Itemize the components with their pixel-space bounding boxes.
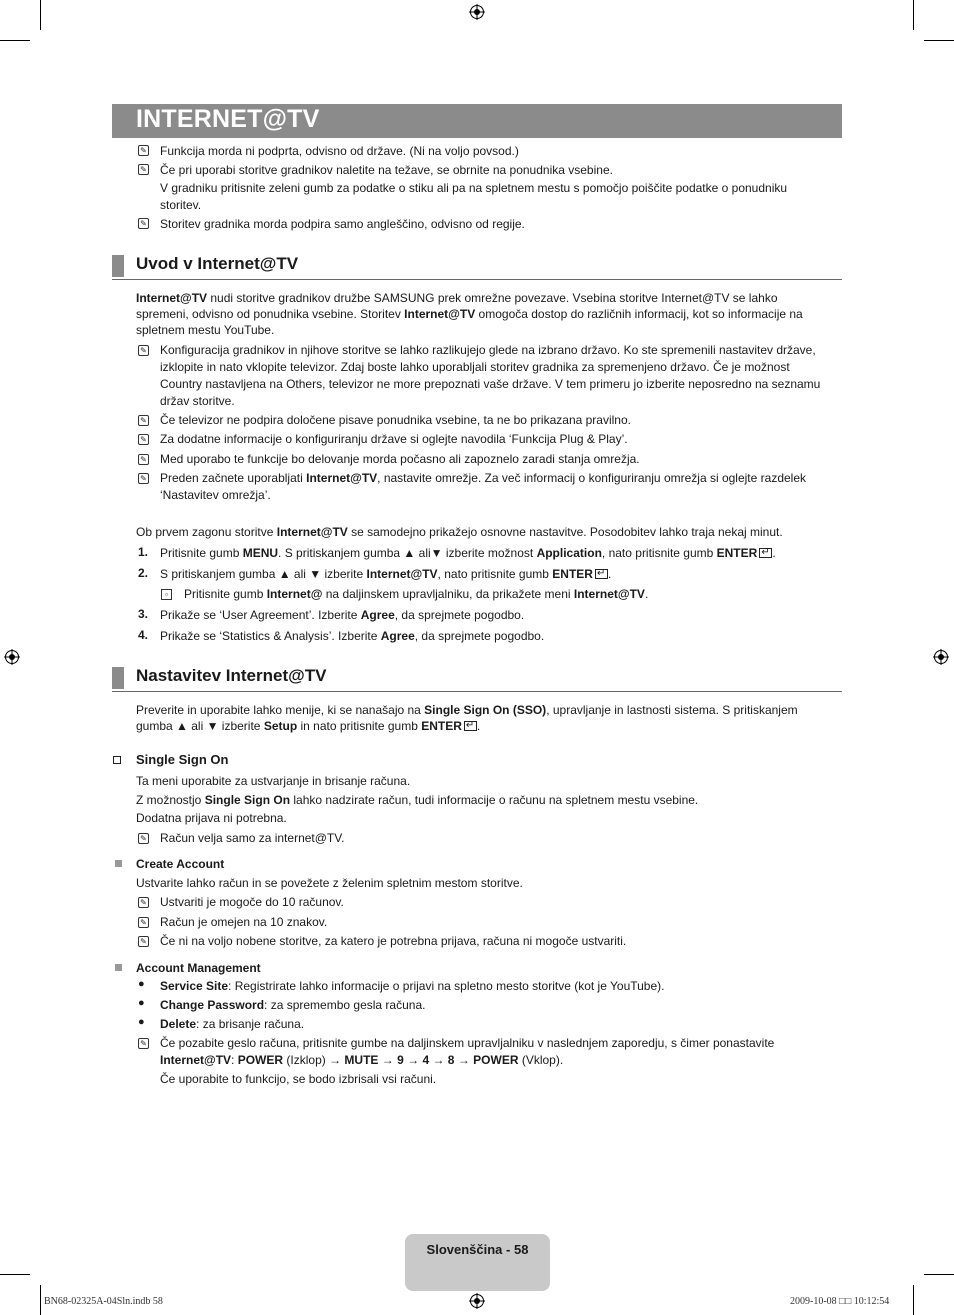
section-title: Uvod v Internet@TV — [136, 254, 299, 273]
note-line: ‘Nastavitev omrežja’. — [160, 488, 271, 502]
paragraph-line: gumba ▲ ali ▼ izberite Setup in nato pritisnite gumb ENTER↵ . — [136, 718, 480, 734]
paragraph-line: Internet@TV nudi storitve gradnikov družbe SAMSUNG prek omrežne povezave. Vsebina storitve Internet@TV se lahko — [136, 291, 778, 305]
note-icon — [138, 917, 149, 928]
dot-bullet-icon: ● — [138, 1016, 145, 1028]
section-heading-nastavitev — [112, 666, 842, 692]
note-icon — [138, 1038, 149, 1049]
note-line: izklopite in nato vklopite televizor. Zdaj boste lahko uporabljali storitev gradnika za spremenjeno državo. Če je možnost — [160, 360, 790, 374]
bullet-line: Delete: za brisanje računa. — [160, 1017, 305, 1031]
note-line: Preden začnete uporabljati Internet@TV, nastavite omrežje. Za več informacij o konfiguriranju omrežja si oglejte razdelek — [160, 471, 807, 485]
section-marker — [112, 255, 124, 277]
subsection-title: Account Management — [136, 961, 261, 975]
crop-mark — [913, 1285, 914, 1315]
step-text: Pritisnite gumb MENU. S pritiskanjem gumba ▲ ali▼ izberite možnost Application, nato pritisnite gumb ENTER↵ . — [160, 545, 776, 561]
crop-mark — [913, 0, 914, 30]
step-number: 3. — [138, 607, 149, 621]
footer-timestamp: 2009-10-08 □□ 10:12:54 — [790, 1296, 890, 1307]
registration-mark-icon — [469, 4, 485, 20]
note-icon — [138, 218, 149, 229]
dot-bullet-icon: ● — [138, 997, 145, 1009]
registration-mark-icon — [933, 649, 949, 665]
enter-icon — [759, 548, 772, 558]
note-line: Če pozabite geslo računa, pritisnite gumbe na daljinskem upravljalniku v naslednjem zaporedju, s čimer ponastavite — [160, 1036, 775, 1050]
square-bullet-icon — [115, 860, 122, 867]
enter-icon — [464, 721, 477, 731]
note-line: Za dodatne informacije o konfiguriranju države si oglejte navodila ‘Funkcija Plug & Play’. — [160, 432, 628, 446]
registration-mark-icon — [4, 649, 20, 665]
footer-file-info: BN68-02325A-04Sln.indb 58 — [44, 1296, 163, 1307]
registration-mark-icon — [469, 1293, 485, 1309]
page-title-bar — [112, 104, 842, 138]
note-icon — [138, 164, 149, 175]
square-bullet-icon — [115, 964, 122, 971]
intro-note: Funkcija morda ni podprta, odvisno od države. (Ni na voljo povsod.) — [160, 144, 519, 158]
paragraph-line: Dodatna prijava ni potrebna. — [136, 811, 287, 825]
note-icon — [138, 897, 149, 908]
note-line: držav storitve. — [160, 394, 235, 408]
paragraph-line: Z možnostjo Single Sign On lahko nadzirate račun, tudi informacije o računu na spletnem mestu vsebine. — [136, 793, 699, 807]
note-line: Če uporabite to funkcijo, se bodo izbrisali vsi računi. — [160, 1072, 437, 1086]
note-line: Internet@TV: POWER (Izklop) → MUTE → 9 → 4 → 8 → POWER (Vklop). — [160, 1053, 564, 1067]
note-icon — [138, 454, 149, 465]
intro-note-cont: V gradniku pritisnite zeleni gumb za podatke o stiku ali pa na spletnem mestu s pomočjo poiščite podatke o ponudniku — [160, 181, 788, 195]
dot-bullet-icon: ● — [138, 978, 145, 990]
note-line: Račun je omejen na 10 znakov. — [160, 915, 328, 929]
note-line: Če ni na voljo nobene storitve, za katero je potrebna prijava, računa ni mogoče ustvariti. — [160, 934, 627, 948]
tip-icon: ▫ — [161, 589, 172, 600]
subsection-title: Single Sign On — [136, 752, 229, 767]
note-line: Račun velja samo za internet@TV. — [160, 831, 345, 845]
crop-mark — [0, 40, 30, 41]
note-line: Country nastavljena na Others, televizor ne more prepoznati vaše države. V tem primeru jo izberite neposredno na seznamu — [160, 377, 821, 391]
page-number: Slovenščina - 58 — [426, 1242, 529, 1257]
note-icon — [138, 936, 149, 947]
page-title: INTERNET@TV — [136, 105, 320, 133]
note-icon — [138, 415, 149, 426]
crop-mark — [40, 0, 41, 30]
note-icon — [138, 345, 149, 356]
crop-mark — [0, 1274, 30, 1275]
bullet-line: Service Site: Registrirate lahko informacije o prijavi na spletno mesto storitve (kot je YouTube). — [160, 979, 665, 993]
step-text: S pritiskanjem gumba ▲ ali ▼ izberite Internet@TV, nato pritisnite gumb ENTER↵ . — [160, 566, 611, 582]
step-number: 4. — [138, 628, 149, 642]
enter-icon — [595, 569, 608, 579]
note-icon — [138, 473, 149, 484]
crop-mark — [924, 40, 954, 41]
paragraph-line: spremeni, odvisno od ponudnika vsebine. Storitev Internet@TV omogoča dostop do različnih informacij, kot so informacije na — [136, 307, 803, 321]
section-rule — [112, 691, 842, 692]
paragraph-line: Ob prvem zagonu storitve Internet@TV se samodejno prikažejo osnovne nastavitve. Posodobitev lahko traja nekaj minut. — [136, 525, 783, 539]
section-marker — [112, 667, 124, 689]
subsection-title: Create Account — [136, 857, 225, 871]
crop-mark — [40, 1285, 41, 1315]
step-text: Prikaže se ‘Statistics & Analysis’. Izberite Agree, da sprejmete pogodbo. — [160, 629, 545, 643]
intro-note: Storitev gradnika morda podpira samo angleščino, odvisno od regije. — [160, 217, 525, 231]
note-icon — [138, 145, 149, 156]
note-line: Ustvariti je mogoče do 10 računov. — [160, 895, 344, 909]
note-icon — [138, 434, 149, 445]
crop-mark — [924, 1274, 954, 1275]
paragraph-line: Preverite in uporabite lahko menije, ki se nanašajo na Single Sign On (SSO), upravljanje in lastnosti sistema. S pritiskanjem — [136, 703, 798, 717]
bullet-line: Change Password: za spremembo gesla računa. — [160, 998, 426, 1012]
note-line: Konfiguracija gradnikov in njihove storitve se lahko razlikujejo glede na izbrano državo. Ko ste spremenili nastavitev države, — [160, 343, 816, 357]
step-number: 2. — [138, 566, 149, 580]
note-line: Med uporabo te funkcije bo delovanje morda počasno ali zapoznelo zaradi stanja omrežja. — [160, 452, 640, 466]
paragraph-line: Ta meni uporabite za ustvarjanje in brisanje računa. — [136, 774, 411, 788]
note-line: Če televizor ne podpira določene pisave ponudnika vsebine, ta ne bo prikazana pravilno. — [160, 413, 631, 427]
section-rule — [112, 279, 842, 280]
section-heading-uvod — [112, 254, 842, 280]
step-number: 1. — [138, 545, 149, 559]
page-number-tab — [405, 1234, 550, 1291]
paragraph-line: spletnem mestu YouTube. — [136, 323, 275, 337]
intro-note-cont: storitev. — [160, 198, 202, 212]
checkbox-bullet-icon — [113, 756, 121, 764]
paragraph-line: Ustvarite lahko račun in se povežete z želenim spletnim mestom storitve. — [136, 876, 523, 890]
tip-text: Pritisnite gumb Internet@ na daljinskem upravljalniku, da prikažete meni Internet@TV. — [184, 587, 649, 601]
step-text: Prikaže se ‘User Agreement’. Izberite Agree, da sprejmete pogodbo. — [160, 608, 525, 622]
intro-note: Če pri uporabi storitve gradnikov naletite na težave, se obrnite na ponudnika vsebine. — [160, 163, 613, 177]
note-icon — [138, 833, 149, 844]
section-title: Nastavitev Internet@TV — [136, 666, 327, 685]
